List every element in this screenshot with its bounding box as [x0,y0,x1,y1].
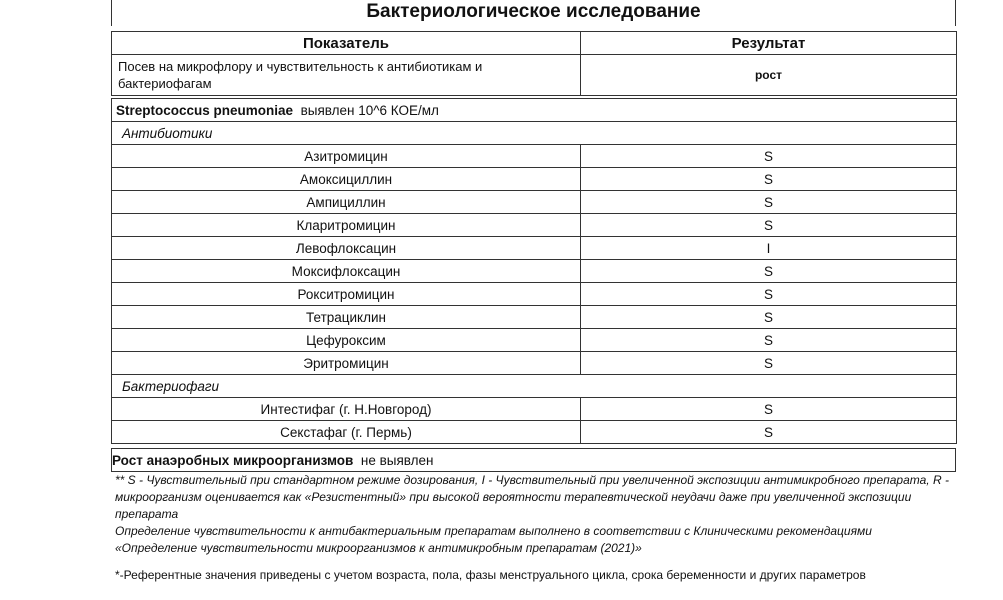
antibiotic-name: Ампициллин [112,191,581,214]
footnotes [115,472,950,557]
antibiotic-result: S [581,145,957,168]
antibiotic-name: Эритромицин [112,352,581,375]
column-result-header: Результат [581,32,957,55]
phage-row [112,421,957,444]
method-note: Определение чувствительности к антибактериальным препаратам выполнено в соответствии с Клиническими рекомендациями «Определение чувствительности микроорганизмов к антимикробным препаратам (2021)» [115,524,872,555]
antibiotic-name: Цефуроксим [112,329,581,352]
susceptibility-legend-note: ** S - Чувствительный при стандартном режиме дозирования, I - Чувствительный при увеличенной экспозиции антимикробного препарата, R - микроорганизм оценивается как «Резистентный» при высокой вероятности терапевтической неудачи даже при увеличенной экспозиции препарата [115,473,949,521]
antibiotics-section-label: Антибиотики [112,122,957,145]
antibiotic-row [112,145,957,168]
antibiotic-row [112,329,957,352]
reference-values-note: *-Референтные значения приведены с учетом возраста, пола, фазы менструального цикла, срока беременности и других параметров [115,568,866,582]
phages-section-label: Бактериофаги [112,375,957,398]
antibiotic-result: S [581,283,957,306]
antibiotic-name: Азитромицин [112,145,581,168]
antibiotic-result: S [581,329,957,352]
antibiotic-name: Кларитромицин [112,214,581,237]
antibiotic-row [112,352,957,375]
phage-name: Интестифаг (г. Н.Новгород) [112,398,581,421]
organism-name: Streptococcus pneumoniae [116,102,294,118]
phage-result: S [581,398,957,421]
frame-right-border [955,0,956,26]
phage-row [112,398,957,421]
anaerobes-value: не выявлен [360,452,434,468]
column-indicator-header: Показатель [112,32,581,55]
antibiotic-result: S [581,306,957,329]
antibiotics-section-row [112,122,957,145]
antibiotic-result: S [581,168,957,191]
antibiotic-row [112,237,957,260]
antibiotic-row [112,260,957,283]
anaerobes-row [112,449,956,472]
antibiotic-row [112,168,957,191]
phages-section-row [112,375,957,398]
antibiotic-result: I [581,237,957,260]
antibiotic-row [112,191,957,214]
test-result: рост [581,55,957,96]
antibiotic-result: S [581,352,957,375]
organism-finding: выявлен 10^6 КОЕ/мл [300,102,439,118]
antibiotic-result: S [581,214,957,237]
susceptibility-table [111,98,957,444]
antibiotic-name: Рокситромицин [112,283,581,306]
test-name: Посев на микрофлору и чувствительность к антибиотикам и бактериофагам [112,55,581,96]
phage-result: S [581,421,957,444]
antibiotic-name: Тетрациклин [112,306,581,329]
antibiotic-row [112,306,957,329]
report-title: Бактериологическое исследование [366,1,701,22]
antibiotic-name: Левофлоксацин [112,237,581,260]
antibiotic-result: S [581,260,957,283]
organism-row [112,99,957,122]
antibiotic-result: S [581,191,957,214]
results-header-table [111,31,957,96]
anaerobes-label: Рост анаэробных микроорганизмов [112,452,354,468]
anaerobes-table [111,448,956,472]
antibiotic-row [112,283,957,306]
phage-name: Секстафаг (г. Пермь) [112,421,581,444]
antibiotic-name: Моксифлоксацин [112,260,581,283]
antibiotic-name: Амоксициллин [112,168,581,191]
antibiotic-row [112,214,957,237]
